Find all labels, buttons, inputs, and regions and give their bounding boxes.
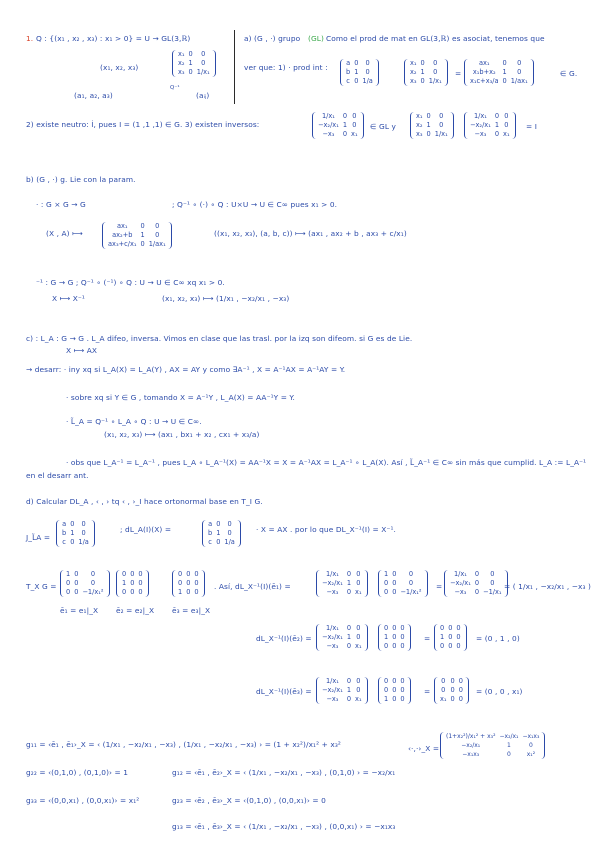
matrix-entry: 0	[458, 677, 463, 685]
matrix-entry: 0	[456, 642, 461, 650]
matrix-entry: 0	[346, 695, 352, 703]
matrix-entry: x₃	[410, 77, 417, 85]
e2-left-matrix	[316, 624, 368, 651]
matrix-entry: 0	[74, 570, 79, 578]
q-inverse-label: Q⁻¹	[170, 85, 180, 91]
matrix-entry: x₁	[440, 695, 447, 703]
matrix-entry: −x₁x₃	[462, 751, 480, 758]
matrix-entry: 0	[384, 686, 389, 694]
matrix-entry: 0	[426, 112, 431, 120]
matrix-entry: 1	[507, 742, 511, 749]
matrix-entry: 0	[342, 130, 348, 138]
matrix-entry: b	[62, 529, 67, 537]
gl-note: (GL)	[308, 34, 325, 43]
product-smooth: ; Q⁻¹ ∘ (·) ∘ Q : U×U → U ∈ C∞ pues x₁ > 0.	[172, 200, 338, 209]
matrix-entry: 0	[400, 633, 405, 641]
matrix-entry: 1	[346, 633, 352, 641]
equals-sign: =	[436, 582, 443, 591]
part-c-title: c) : L_A : G → G . L_A difeo, inversa. Vimos en clase que las trasl. por la izq son difeom. si G es de Lie.	[26, 334, 413, 343]
matrix-entry: −x₃	[326, 642, 339, 650]
matrix-entry: x₁	[355, 642, 362, 650]
matrix-entry: 1	[66, 570, 71, 578]
matrix-entry: 0	[186, 570, 191, 578]
e3-differential-label: dL_X⁻¹(I)(ē₃) =	[256, 687, 312, 696]
matrix-entry: −x₂/x₁	[450, 579, 471, 587]
matrix-entry: 0	[130, 570, 135, 578]
e2-result-matrix	[434, 624, 467, 651]
matrix-entry: 0	[529, 742, 533, 749]
matrix-entry: 0	[450, 686, 455, 694]
matrix-entry: 0	[155, 222, 160, 230]
matrix-entry: 1/x₁	[473, 112, 487, 120]
basis-matrix-2	[116, 570, 149, 597]
matrix-entry: 1/a	[78, 538, 89, 546]
product-map: · : G × G → G	[36, 200, 86, 209]
part-b-title: b) (G , ·) g. Lie con la param.	[26, 175, 136, 184]
matrix-entry: 0	[356, 677, 361, 685]
matrix-entry: 0	[188, 68, 193, 76]
equals-sign: =	[424, 687, 431, 696]
matrix-entry: 0	[433, 59, 438, 67]
matrix-entry: 0	[365, 59, 370, 67]
internal-product-label: ver que: 1) · prod int :	[244, 63, 328, 72]
matrix-entry: 0	[365, 68, 370, 76]
matrix-entry: ax₁	[116, 222, 128, 230]
metric-g13: g₁₃ = ‹ē₁ , ē₃›_X = ‹ (1/x₁ , −x₂/x₁ , −x₃) , (0,0,x₁) › = −x₁x₃	[172, 822, 396, 831]
matrix-entry: −1/x₁²	[82, 588, 104, 596]
e2-differential-label: dL_X⁻¹(I)(ē₂) =	[256, 634, 312, 643]
matrix-entry: c	[208, 538, 212, 546]
matrix-entry: 0	[392, 570, 397, 578]
jacobian-matrix	[56, 520, 95, 547]
matrix-entry: 0	[356, 579, 361, 587]
matrix-entry: 0	[384, 642, 389, 650]
matrix-entry: −x₂/x₁	[470, 121, 491, 129]
matrix-entry: 1	[346, 686, 352, 694]
matrix-entry: −x₃	[322, 130, 335, 138]
matrix-entry: −x₂/x₁	[499, 733, 519, 740]
matrix-entry: 0	[194, 570, 199, 578]
matrix-entry: 0	[194, 588, 199, 596]
matrix-entry: 1/x₁	[453, 570, 467, 578]
matrix-entry: (1+x₂²)/x₁² + x₃²	[446, 733, 496, 740]
matrix-entry: 0	[356, 570, 361, 578]
e1-left-matrix	[316, 570, 368, 597]
matrix-entry: 0	[227, 529, 232, 537]
matrix-entry: 0	[392, 695, 397, 703]
product-map-coords: ((x₁, x₂, x₃), (a, b, c)) ⟼ (ax₁ , ax₂ + b , ax₃ + c/x₁)	[214, 229, 407, 238]
matrix-entry: 0	[81, 520, 86, 528]
matrix-entry: 0	[448, 642, 453, 650]
matrix-entry: 0	[130, 579, 135, 587]
matrix-entry: 0	[440, 642, 445, 650]
e1-label: ē₁ = e₁|_X	[60, 606, 99, 615]
matrix-entry: 0	[186, 579, 191, 587]
surjective-text: · sobre xq si Y ∈ G , tomando X = A⁻¹Y , L_A(X) = AA⁻¹Y = Y.	[66, 393, 295, 402]
matrix-entry: −x₂/x₁	[461, 742, 481, 749]
matrix-entry: x₁	[178, 50, 185, 58]
matrix-entry: 0	[400, 695, 405, 703]
matrix-entry: 0	[450, 695, 455, 703]
matrix-entry: 0	[392, 677, 397, 685]
matrix-entry: 1	[346, 579, 352, 587]
matrix-entry: ax₃+c/x₁	[108, 240, 137, 248]
matrix-entry: 0	[140, 222, 145, 230]
matrix-entry: 0	[227, 520, 232, 528]
basis-matrix-3	[172, 570, 205, 597]
basis-matrix-1	[60, 570, 110, 597]
matrix-entry: 0	[400, 624, 405, 632]
part-a-title: a) (G , ·) grupo	[244, 34, 301, 43]
matrix-entry: 0	[122, 588, 127, 596]
matrix-entry: 0	[346, 570, 352, 578]
differential-conclusion: · X = AX . por lo que DL_X⁻¹(I) = X⁻¹.	[256, 525, 396, 534]
matrix-entry: 0	[178, 570, 183, 578]
matrix-entry: 1	[384, 695, 389, 703]
matrix-entry: 0	[194, 579, 199, 587]
matrix-entry: 0	[502, 77, 507, 85]
matrix-entry: 1	[502, 68, 507, 76]
matrix-entry: x₁	[355, 695, 362, 703]
metric-g22: g₂₂ = ‹(0,1,0) , (0,1,0)› = 1	[26, 768, 129, 777]
matrix-entry: 0	[216, 520, 221, 528]
matrix-entry: 0	[507, 751, 511, 758]
e2-label: ē₂ = e₂|_X	[116, 606, 155, 615]
matrix-entry: 0	[392, 588, 397, 596]
part-d-title: d) Calcular DL_A , ‹ , › tq ‹ , ›_I hace ortonormal base en T_I G.	[26, 497, 263, 506]
matrix-entry: 0	[138, 570, 143, 578]
matrix-entry: 1	[216, 529, 221, 537]
matrix-entry: x₂	[178, 59, 185, 67]
matrix-entry: 0	[201, 50, 206, 58]
matrix-entry: 0	[439, 112, 444, 120]
inverse-translation-text: · obs que L_A⁻¹ = L_A⁻¹ , pues L_A ∘ L_A⁻¹(X) = AA⁻¹X = X = A⁻¹AX = L_A⁻¹ ∘ L_A(X). Así , L̃_A⁻¹ ∈ C∞ sin más que cumplid. L_A := L_A⁻¹	[66, 458, 587, 467]
neutral-inverse-text: 2) existe neutro: İ, pues I = (1 ,1 ,1) ∈ G. 3) existen inversos:	[26, 120, 260, 129]
matrix-entry: x₂	[410, 68, 417, 76]
matrix-entry: x₁²	[526, 751, 536, 758]
matrix-entry: 0	[384, 588, 389, 596]
product-map-matrix	[102, 222, 172, 249]
metric-label: ‹·,·›_X =	[408, 744, 440, 753]
matrix-entry: 0	[408, 579, 414, 587]
matrix-entry: 1/x₁	[428, 77, 442, 85]
matrix-entry: 1	[440, 633, 445, 641]
matrix-entry: 0	[70, 520, 75, 528]
inverse-map-arg: X ⟼ X⁻¹	[52, 294, 85, 303]
e3-label: ē₃ = e₃|_X	[172, 606, 211, 615]
matrix-entry: 0	[356, 686, 361, 694]
matrix-entry: 1	[188, 59, 193, 67]
matrix-entry: 1	[384, 633, 389, 641]
matrix-entry: 0	[420, 77, 425, 85]
differential-label: ; dL_A(I)(X) =	[120, 525, 172, 534]
jacobian-label: J_L̃A =	[26, 533, 51, 542]
matrix-entry: x₁c+x₃/a	[470, 77, 499, 85]
local-translation: · L̃_A = Q⁻¹ ∘ L_A ∘ Q : U → U ∈ C∞.	[66, 417, 202, 426]
matrix-entry: 0	[458, 686, 463, 694]
product-matrix-x	[404, 59, 448, 86]
matrix-entry: 0	[420, 59, 425, 67]
matrix-entry: 0	[186, 588, 191, 596]
matrix-entry: 0	[342, 112, 348, 120]
e2-basis-matrix	[378, 624, 411, 651]
matrix-entry: 0	[66, 588, 71, 596]
matrix-entry: −x₃	[326, 588, 339, 596]
matrix-entry: 0	[408, 570, 414, 578]
matrix-entry: 1/x₁	[196, 68, 210, 76]
matrix-entry: c	[62, 538, 66, 546]
matrix-entry: 0	[346, 642, 352, 650]
matrix-entry: 1	[178, 588, 183, 596]
matrix-entry: ax₁	[478, 59, 490, 67]
matrix-entry: x₁	[355, 588, 362, 596]
metric-g33: g₃₃ = ‹(0,0,x₁) , (0,0,x₁)› = x₁²	[26, 796, 140, 805]
matrix-entry: 1/x₁	[325, 624, 339, 632]
in-gl-text: ∈ GL y	[370, 122, 396, 131]
matrix-entry: −1/x₁	[483, 588, 502, 596]
matrix-entry: 1/x₁	[325, 570, 339, 578]
matrix-entry: −x₁x₃	[522, 733, 540, 740]
matrix-entry: 0	[458, 695, 463, 703]
matrix-entry: 0	[140, 240, 145, 248]
matrix-entry: 0	[441, 677, 446, 685]
divider	[234, 30, 235, 104]
matrix-entry: x₁	[416, 112, 423, 120]
matrix-entry: 0	[392, 686, 397, 694]
matrix-entry: 0	[346, 588, 352, 596]
matrix-entry: 0	[517, 59, 522, 67]
matrix-entry: 1	[384, 570, 389, 578]
matrix-entry: x₃	[416, 130, 423, 138]
matrix-entry: 0	[450, 677, 455, 685]
matrix-entry: 0	[502, 59, 507, 67]
matrix-entry: 0	[90, 579, 96, 587]
e2-vector: = (0 , 1 , 0)	[476, 634, 520, 643]
assoc-text: Como el prod de mat en GL(3,ℝ) es asociat, tenemos que	[326, 34, 545, 43]
matrix-entry: 0	[352, 112, 357, 120]
matrix-entry: 0	[356, 633, 361, 641]
matrix-entry: −x₂/x₁	[322, 579, 343, 587]
matrix-entry: 0	[138, 588, 143, 596]
matrix-entry: 0	[346, 624, 352, 632]
matrix-entry: 0	[456, 624, 461, 632]
matrix-entry: 0	[178, 579, 183, 587]
matrix-entry: 0	[517, 68, 522, 76]
inverse-matrix-1	[312, 112, 364, 139]
matrix-entry: 0	[439, 121, 444, 129]
matrix-entry: −x₂/x₁	[322, 633, 343, 641]
matrix-entry: 0	[400, 677, 405, 685]
matrix-entry: 0	[448, 624, 453, 632]
metric-g11: g₁₁ = ‹ē₁ , ē₁›_X = ‹ (1/x₁ , −x₂/x₁ , −x₃) , (1/x₁ , −x₂/x₁ , −x₃) › = (1 + x₂²)/x₁² + x₃²	[26, 740, 341, 749]
matrix-entry: 1	[140, 231, 145, 239]
matrix-entry: 1	[354, 68, 359, 76]
matrix-entry: 0	[448, 633, 453, 641]
matrix-entry: 0	[392, 633, 397, 641]
matrix-entry: 1	[342, 121, 348, 129]
translation-map: X ⟼ AX	[66, 346, 98, 355]
matrix-entry: 1/a	[224, 538, 235, 546]
matrix-entry: −x₂/x₁	[318, 121, 339, 129]
matrix-entry: x₁b+x₂	[472, 68, 496, 76]
matrix-entry: −x₃	[474, 130, 487, 138]
matrix-entry: 0	[384, 624, 389, 632]
problem-number: 1.	[26, 34, 34, 43]
matrix-entry: 0	[216, 538, 221, 546]
matrix-entry: 0	[122, 570, 127, 578]
matrix-entry: 0	[474, 579, 480, 587]
e1-vector: = ( 1/x₁ , −x₂/x₁ , −x₃ )	[504, 582, 592, 591]
matrix-entry: 0	[440, 624, 445, 632]
e3-basis-matrix	[378, 677, 411, 704]
matrix-entry: 1/x₁	[434, 130, 448, 138]
inverse-map-coords: (x₁, x₂, x₃) ⟼ (1/x₁ , −x₂/x₁ , −x₃)	[162, 294, 290, 303]
matrix-entry: 1/x₁	[321, 112, 335, 120]
product-result-matrix	[464, 59, 534, 86]
inverse-matrix-3	[464, 112, 516, 139]
matrix-entry: 0	[392, 624, 397, 632]
matrix-entry: 1	[122, 579, 127, 587]
matrix-entry: b	[208, 529, 213, 537]
matrix-entry: 0	[433, 68, 438, 76]
matrix-entry: 0	[74, 588, 79, 596]
matrix-entry: −1/x₁²	[400, 588, 422, 596]
matrix-entry: x₃	[178, 68, 185, 76]
matrix-entry: 1/ax₁	[148, 240, 166, 248]
param-definition: Q : {(x₁ , x₂ , x₃) : x₁ > 0} = U → GL(3,ℝ)	[36, 34, 191, 43]
matrix-entry: x₁	[410, 59, 417, 67]
matrix-entry: 0	[155, 231, 160, 239]
in-g-text: ∈ G.	[560, 69, 578, 78]
differential-matrix	[202, 520, 241, 547]
e3-vector: = (0 , 0 , x₁)	[476, 687, 523, 696]
matrix-entry: 0	[400, 642, 405, 650]
matrix-entry: −x₂/x₁	[322, 686, 343, 694]
matrix-entry: x₂	[416, 121, 423, 129]
injective-text: → desarr: · iny xq si L_A(X) = L_A(Y) , AX = AY y como ∃A⁻¹ , X = A⁻¹AX = A⁻¹AY = Y.	[26, 365, 346, 374]
matrix-entry: 0	[138, 579, 143, 587]
matrix-entry: −x₃	[454, 588, 467, 596]
matrix-entry: 0	[490, 570, 495, 578]
matrix-entry: 0	[392, 642, 397, 650]
matrix-entry: a	[62, 520, 67, 528]
matrix-entry: a	[346, 59, 351, 67]
matrix-entry: 0	[474, 570, 480, 578]
equals-sign: =	[455, 69, 462, 78]
inverse-tuple: (a₁, a₂, a₃)	[74, 91, 113, 100]
matrix-entry: 0	[66, 579, 71, 587]
matrix-entry: 1	[420, 68, 425, 76]
matrix-entry: 1/a	[362, 77, 373, 85]
matrix-entry: 0	[352, 121, 357, 129]
matrix-entry: 1/ax₁	[510, 77, 528, 85]
metric-g23: g₂₃ = ‹ē₂ , ē₃›_X = ‹(0,1,0) , (0,0,x₁)› = 0	[172, 796, 326, 805]
local-translation-coords: (x₁, x₂, x₃) ⟼ (ax₁ , bx₁ + x₂ , cx₁ + x₃/a)	[104, 430, 260, 439]
param-tuple: (x₁, x₂, x₃)	[100, 63, 139, 72]
inverse-map: ⁻¹ : G → G ; Q⁻¹ ∘ (⁻¹) ∘ Q : U → U ∈ C∞ xq x₁ > 0.	[36, 278, 225, 287]
matrix-entry: 0	[188, 50, 193, 58]
param-matrix	[172, 50, 216, 77]
matrix-entry: 1	[494, 121, 500, 129]
matrix-entry: x₁	[503, 130, 510, 138]
matrix-entry: 0	[90, 570, 96, 578]
matrix-entry: 0	[441, 686, 446, 694]
e1-result-matrix	[444, 570, 508, 597]
matrix-entry: 1/x₁	[325, 677, 339, 685]
e3-left-matrix	[316, 677, 368, 704]
so-label: . Así, dL_X⁻¹(I)(ē₁) =	[214, 582, 291, 591]
matrix-entry: 0	[400, 686, 405, 694]
matrix-entry: 0	[384, 677, 389, 685]
matrix-entry: 0	[346, 677, 352, 685]
e3-result-matrix	[434, 677, 469, 704]
inverse-matrix-2	[410, 112, 454, 139]
matrix-entry: 0	[392, 579, 397, 587]
tangent-space-label: T_X G =	[26, 582, 57, 591]
matrix-entry: 0	[474, 588, 480, 596]
e1-basis-matrix	[378, 570, 428, 597]
metric-matrix	[440, 732, 545, 759]
equals-identity: = I	[526, 122, 538, 131]
matrix-entry: b	[346, 68, 351, 76]
matrix-entry: 0	[356, 624, 361, 632]
matrix-entry: x₁	[351, 130, 358, 138]
matrix-entry: 0	[456, 633, 461, 641]
matrix-entry: 0	[384, 579, 389, 587]
matrix-entry: 0	[494, 130, 500, 138]
matrix-entry: 0	[504, 112, 509, 120]
matrix-entry: 0	[201, 59, 206, 67]
matrix-entry: a	[208, 520, 213, 528]
matrix-entry: 0	[70, 538, 75, 546]
matrix-entry: 0	[490, 579, 495, 587]
matrix-entry: 0	[354, 77, 359, 85]
matrix-entries: (aᵢⱼ)	[196, 91, 210, 100]
matrix-entry: ax₂+b	[112, 231, 133, 239]
matrix-entry: c	[346, 77, 350, 85]
matrix-entry: 0	[426, 130, 431, 138]
matrix-entry: 0	[81, 529, 86, 537]
matrix-entry: 0	[494, 112, 500, 120]
matrix-entry: 1	[70, 529, 75, 537]
metric-g12: g₁₂ = ‹ē₁ , ē₂›_X = ‹ (1/x₁ , −x₂/x₁ , −x₃) , (0,1,0) › = −x₂/x₁	[172, 768, 396, 777]
matrix-entry: 1	[426, 121, 431, 129]
matrix-entry: 0	[504, 121, 509, 129]
inverse-translation-end: en el desarr ant.	[26, 471, 89, 480]
product-map-arg: (X , A) ⟼	[46, 229, 83, 238]
equals-sign: =	[424, 634, 431, 643]
matrix-entry: 0	[130, 588, 135, 596]
product-matrix-a	[340, 59, 379, 86]
matrix-entry: −x₃	[326, 695, 339, 703]
matrix-entry: 0	[74, 579, 79, 587]
matrix-entry: 0	[354, 59, 359, 67]
